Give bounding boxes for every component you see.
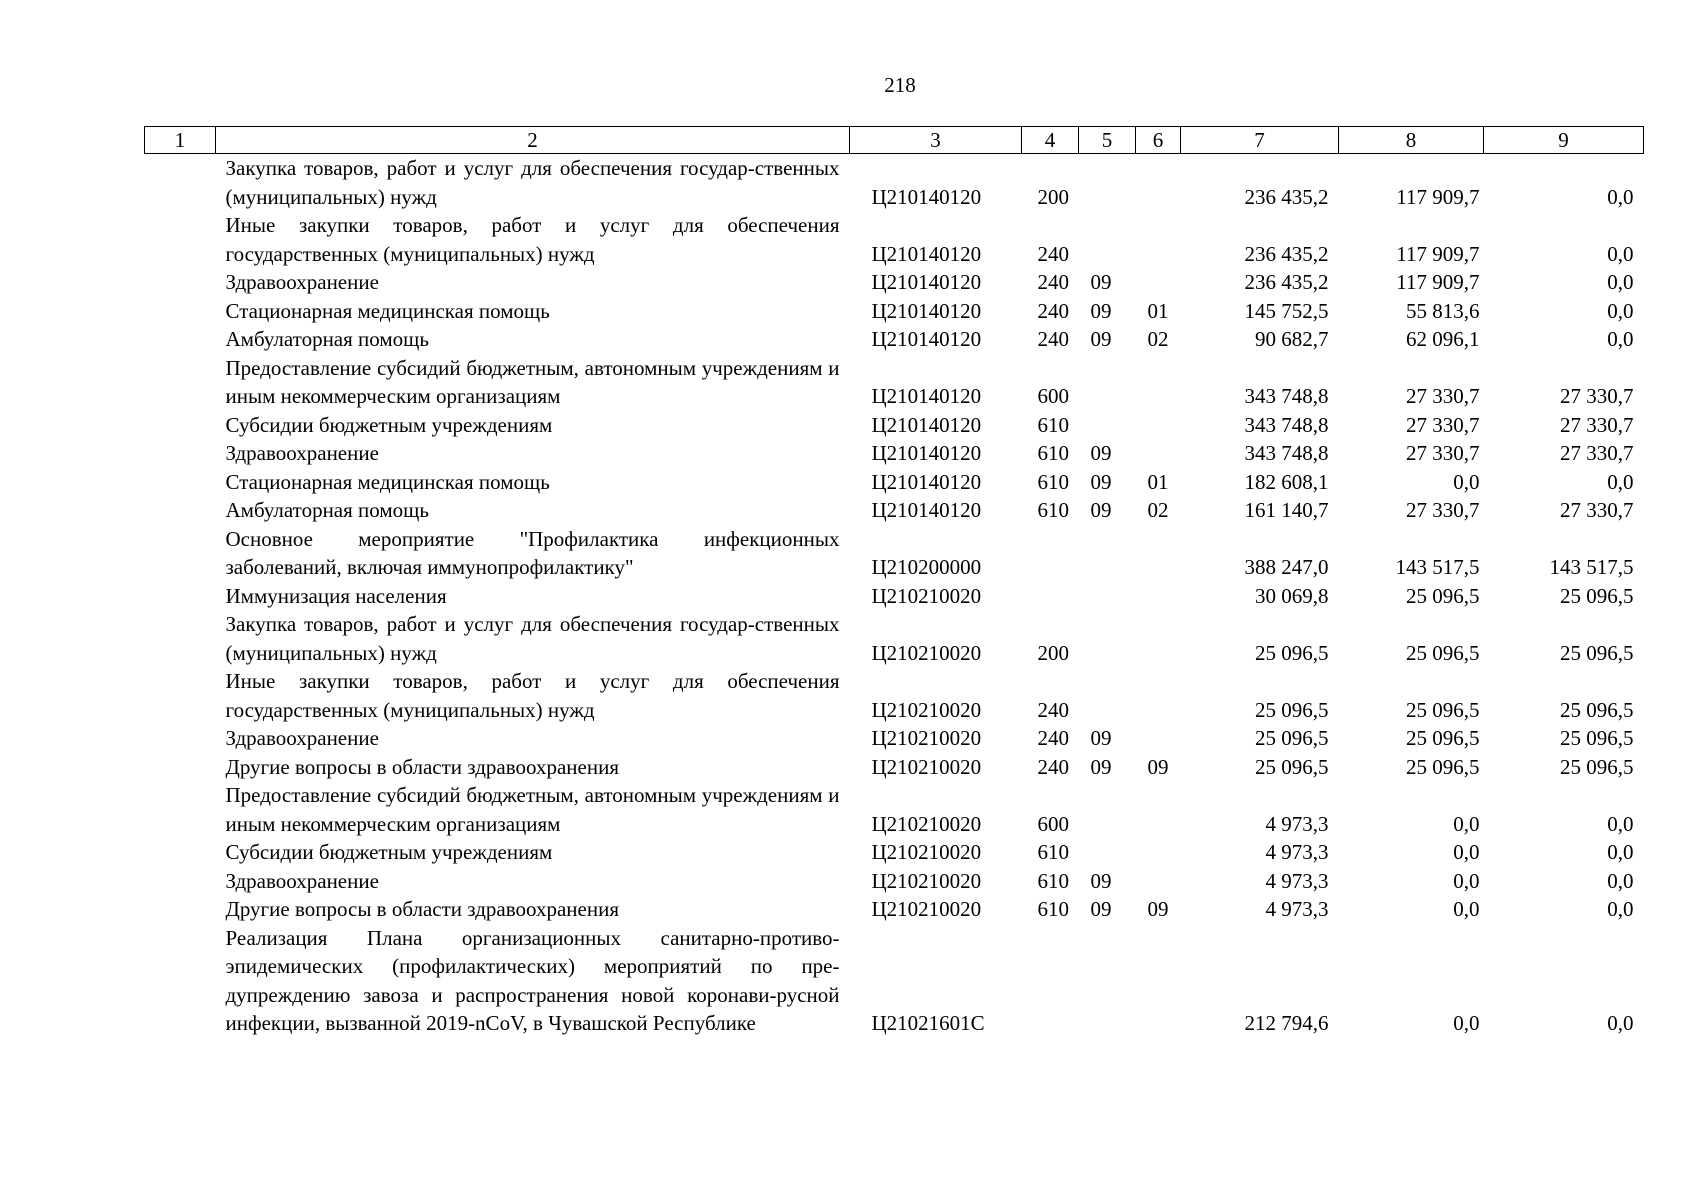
row-spacer: [145, 867, 216, 896]
row-value-9: 0,0: [1607, 298, 1634, 323]
row-value-9: 27 330,7: [1560, 441, 1634, 465]
row-value-8: 0,0: [1453, 868, 1480, 893]
row-value-9: 0,0: [1607, 868, 1634, 893]
row-spacer: [145, 268, 216, 297]
row-value-8: 0,0: [1453, 897, 1480, 921]
row-value-9: 25 096,5: [1560, 754, 1634, 779]
row-name: Предоставление субсидий бюджетным, автономным учреждениям и иным некоммерческим организациям: [225, 783, 840, 836]
row-section: 09: [1090, 868, 1112, 893]
row-value-8: 25 096,5: [1406, 754, 1480, 779]
row-section: [1079, 924, 1136, 1038]
row-spacer: [145, 924, 216, 1038]
row-name: Амбулаторная помощь: [225, 327, 429, 351]
table-row: [145, 468, 1644, 497]
row-subsection: 01: [1147, 298, 1169, 323]
row-name: Реализация Плана организационных санитарно-противо-эпидемических (профилактических) мероприятий по пре-дупреждению завоза и распространения новой коронави-русной инфекции, вызванной 2019-nCoV, в Чувашской Республике: [225, 925, 840, 1035]
row-code: Ц210210020: [871, 811, 982, 836]
row-section: [1079, 667, 1136, 724]
row-value-8: 117 909,7: [1396, 270, 1480, 294]
table-row: [145, 582, 1644, 611]
row-subsection: 02: [1147, 327, 1169, 351]
row-code: Ц210140120: [871, 270, 982, 294]
row-name: Амбулаторная помощь: [225, 498, 429, 522]
row-section: 09: [1090, 469, 1112, 494]
row-value-7: 4 973,3: [1265, 840, 1329, 864]
row-section: [1079, 838, 1136, 867]
row-code: Ц210210020: [871, 868, 982, 893]
table-row: [145, 667, 1644, 724]
row-value-9: 0,0: [1607, 811, 1634, 836]
table-row: [145, 439, 1644, 468]
table-row: [145, 781, 1644, 838]
row-value-8: 25 096,5: [1406, 640, 1480, 665]
row-subsection: [1136, 667, 1181, 724]
row-section: 09: [1090, 726, 1112, 750]
row-expense-type: 200: [1037, 184, 1069, 209]
row-value-8: 0,0: [1453, 1011, 1480, 1035]
row-code: Ц210140120: [871, 498, 982, 522]
row-section: [1079, 154, 1136, 212]
row-value-7: 90 682,7: [1255, 327, 1329, 351]
row-subsection: [1136, 211, 1181, 268]
row-code: Ц21021601С: [871, 1011, 985, 1035]
row-value-8: 25 096,5: [1406, 726, 1480, 750]
row-value-8: 0,0: [1453, 469, 1480, 494]
column-header-6: 6: [1136, 127, 1181, 154]
row-expense-type: 240: [1037, 697, 1069, 722]
row-spacer: [145, 325, 216, 354]
row-name: Субсидии бюджетным учреждениям: [225, 412, 553, 437]
row-value-8: 27 330,7: [1406, 412, 1480, 437]
row-value-8: 0,0: [1453, 840, 1480, 864]
row-spacer: [145, 468, 216, 497]
row-value-9: 143 517,5: [1549, 555, 1634, 579]
row-name: Здравоохранение: [225, 270, 379, 294]
column-header-1: 1: [145, 127, 216, 154]
row-value-8: 25 096,5: [1406, 583, 1480, 608]
row-name: Субсидии бюджетным учреждениям: [225, 840, 553, 864]
row-section: 09: [1090, 754, 1112, 779]
row-name: Предоставление субсидий бюджетным, автономным учреждениям и иным некоммерческим организациям: [225, 355, 840, 408]
column-header-7: 7: [1181, 127, 1339, 154]
row-subsection: [1136, 867, 1181, 896]
table-row: [145, 411, 1644, 440]
row-spacer: [145, 354, 216, 411]
row-section: [1079, 582, 1136, 611]
row-section: [1079, 211, 1136, 268]
row-section: [1079, 610, 1136, 667]
row-subsection: [1136, 838, 1181, 867]
row-code: Ц210210020: [871, 840, 982, 864]
row-value-7: 343 748,8: [1244, 412, 1329, 437]
row-expense-type: 600: [1037, 384, 1069, 408]
table-row: [145, 724, 1644, 753]
column-header-5: 5: [1079, 127, 1136, 154]
row-value-7: 25 096,5: [1255, 697, 1329, 722]
row-name: Иные закупки товаров, работ и услуг для обеспечения государственных (муниципальных) нужд: [225, 669, 840, 722]
row-spacer: [145, 297, 216, 326]
header-row: [145, 127, 1644, 154]
row-name: Стационарная медицинская помощь: [225, 298, 550, 323]
row-name: Другие вопросы в области здравоохранения: [225, 897, 619, 921]
row-name: Другие вопросы в области здравоохранения: [225, 754, 619, 779]
row-code: Ц210140120: [871, 441, 982, 465]
row-spacer: [145, 610, 216, 667]
row-value-7: 25 096,5: [1255, 754, 1329, 779]
row-section: 09: [1090, 441, 1112, 465]
row-value-8: 143 517,5: [1395, 555, 1480, 579]
row-code: Ц210140120: [871, 412, 982, 437]
row-expense-type: 240: [1037, 726, 1069, 750]
row-spacer: [145, 154, 216, 212]
row-subsection: [1136, 268, 1181, 297]
row-spacer: [145, 781, 216, 838]
table-body: [145, 154, 1644, 1038]
row-value-7: 30 069,8: [1255, 583, 1329, 608]
row-expense-type: [1022, 582, 1079, 611]
row-spacer: [145, 411, 216, 440]
row-spacer: [145, 582, 216, 611]
row-value-8: 27 330,7: [1406, 498, 1480, 522]
row-expense-type: 200: [1037, 640, 1069, 665]
row-expense-type: 610: [1037, 441, 1069, 465]
table-row: [145, 867, 1644, 896]
row-expense-type: 610: [1037, 897, 1069, 921]
row-value-8: 62 096,1: [1406, 327, 1480, 351]
row-value-7: 236 435,2: [1244, 270, 1329, 294]
row-value-9: 0,0: [1607, 241, 1634, 266]
table-row: [145, 268, 1644, 297]
row-expense-type: 240: [1037, 754, 1069, 779]
table-row: [145, 297, 1644, 326]
row-value-7: 343 748,8: [1244, 441, 1329, 465]
row-value-7: 4 973,3: [1265, 811, 1329, 836]
table-row: [145, 610, 1644, 667]
column-header-4: 4: [1022, 127, 1079, 154]
table-row: [145, 838, 1644, 867]
row-subsection: [1136, 781, 1181, 838]
row-value-7: 388 247,0: [1244, 555, 1329, 579]
row-value-8: 117 909,7: [1396, 184, 1480, 209]
row-section: 09: [1090, 897, 1112, 921]
row-value-9: 0,0: [1607, 1011, 1634, 1035]
row-value-7: 236 435,2: [1244, 184, 1329, 209]
row-value-8: 27 330,7: [1406, 441, 1480, 465]
row-section: 09: [1090, 327, 1112, 351]
row-section: 09: [1090, 270, 1112, 294]
row-code: Ц210210020: [871, 754, 982, 779]
row-expense-type: 240: [1037, 270, 1069, 294]
row-name: Здравоохранение: [225, 441, 379, 465]
row-value-7: 4 973,3: [1265, 897, 1329, 921]
row-code: Ц210140120: [871, 184, 982, 209]
row-expense-type: 610: [1037, 498, 1069, 522]
row-expense-type: 610: [1037, 412, 1069, 437]
row-code: Ц210210020: [871, 583, 982, 608]
row-spacer: [145, 838, 216, 867]
row-value-7: 145 752,5: [1244, 298, 1329, 323]
row-value-9: 0,0: [1607, 327, 1634, 351]
column-header-9: 9: [1484, 127, 1644, 154]
row-name: Иммунизация населения: [225, 583, 447, 608]
row-value-9: 25 096,5: [1560, 726, 1634, 750]
row-spacer: [145, 667, 216, 724]
row-subsection: [1136, 439, 1181, 468]
row-expense-type: 610: [1037, 469, 1069, 494]
row-value-9: 27 330,7: [1560, 412, 1634, 437]
row-expense-type: [1022, 525, 1079, 582]
row-name: Закупка товаров, работ и услуг для обеспечения государ-ственных (муниципальных) нужд: [225, 156, 840, 209]
row-subsection: [1136, 525, 1181, 582]
table-row: [145, 325, 1644, 354]
row-value-7: 161 140,7: [1244, 498, 1329, 522]
row-value-8: 117 909,7: [1396, 241, 1480, 266]
row-code: Ц210210020: [871, 726, 982, 750]
row-value-9: 0,0: [1607, 897, 1634, 921]
row-expense-type: 610: [1037, 840, 1069, 864]
row-value-9: 27 330,7: [1560, 498, 1634, 522]
row-code: Ц210140120: [871, 241, 982, 266]
table-header: [145, 127, 1644, 154]
row-code: Ц210210020: [871, 640, 982, 665]
row-expense-type: 240: [1037, 298, 1069, 323]
row-spacer: [145, 895, 216, 924]
row-code: Ц210210020: [871, 697, 982, 722]
row-value-8: 25 096,5: [1406, 697, 1480, 722]
row-section: [1079, 354, 1136, 411]
budget-table: [144, 126, 1644, 1038]
page-number: 218: [884, 73, 916, 97]
table-row: [145, 753, 1644, 782]
row-code: Ц210140120: [871, 469, 982, 494]
row-subsection: [1136, 411, 1181, 440]
column-header-8: 8: [1339, 127, 1484, 154]
row-subsection: [1136, 582, 1181, 611]
row-expense-type: 610: [1037, 868, 1069, 893]
row-spacer: [145, 439, 216, 468]
row-section: [1079, 781, 1136, 838]
column-header-2: 2: [216, 127, 850, 154]
row-spacer: [145, 525, 216, 582]
table-row: [145, 924, 1644, 1038]
table-row: [145, 496, 1644, 525]
row-value-9: 27 330,7: [1560, 384, 1634, 408]
row-subsection: 09: [1147, 897, 1169, 921]
row-subsection: [1136, 154, 1181, 212]
row-name: Стационарная медицинская помощь: [225, 469, 550, 494]
row-expense-type: 240: [1037, 327, 1069, 351]
row-value-9: 25 096,5: [1560, 697, 1634, 722]
row-subsection: [1136, 924, 1181, 1038]
row-section: [1079, 525, 1136, 582]
row-subsection: 09: [1147, 754, 1169, 779]
row-value-7: 4 973,3: [1265, 868, 1329, 893]
row-section: 09: [1090, 498, 1112, 522]
row-code: Ц210140120: [871, 327, 982, 351]
table-row: [145, 895, 1644, 924]
row-spacer: [145, 724, 216, 753]
row-value-7: 25 096,5: [1255, 726, 1329, 750]
row-code: Ц210210020: [871, 897, 982, 921]
row-spacer: [145, 211, 216, 268]
row-name: Закупка товаров, работ и услуг для обеспечения государ-ственных (муниципальных) нужд: [225, 612, 840, 665]
row-name: Здравоохранение: [225, 726, 379, 750]
table-row: [145, 354, 1644, 411]
row-spacer: [145, 496, 216, 525]
table-row: [145, 211, 1644, 268]
column-header-3: 3: [850, 127, 1022, 154]
row-subsection: 02: [1147, 498, 1169, 522]
row-spacer: [145, 753, 216, 782]
row-value-9: 25 096,5: [1560, 640, 1634, 665]
row-value-9: 0,0: [1607, 469, 1634, 494]
row-section: [1079, 411, 1136, 440]
row-code: Ц210140120: [871, 298, 982, 323]
row-subsection: [1136, 610, 1181, 667]
row-value-7: 25 096,5: [1255, 640, 1329, 665]
row-value-9: 0,0: [1607, 184, 1634, 209]
row-value-7: 212 794,6: [1244, 1011, 1329, 1035]
row-value-7: 182 608,1: [1244, 469, 1329, 494]
row-value-8: 0,0: [1453, 811, 1480, 836]
row-expense-type: 600: [1037, 811, 1069, 836]
row-expense-type: 240: [1037, 241, 1069, 266]
row-value-9: 0,0: [1607, 840, 1634, 864]
row-value-9: 25 096,5: [1560, 583, 1634, 608]
row-section: 09: [1090, 298, 1112, 323]
row-value-8: 27 330,7: [1406, 384, 1480, 408]
row-name: Иные закупки товаров, работ и услуг для обеспечения государственных (муниципальных) нужд: [225, 213, 840, 266]
row-value-8: 55 813,6: [1406, 298, 1480, 323]
table-row: [145, 154, 1644, 212]
row-value-7: 343 748,8: [1244, 384, 1329, 408]
row-subsection: [1136, 354, 1181, 411]
row-name: Основное мероприятие "Профилактика инфекционных заболеваний, включая иммунопрофилактику": [225, 526, 840, 579]
row-subsection: [1136, 724, 1181, 753]
row-code: Ц210200000: [871, 555, 982, 579]
row-name: Здравоохранение: [225, 868, 379, 893]
row-expense-type: [1022, 924, 1079, 1038]
row-code: Ц210140120: [871, 384, 982, 408]
row-value-9: 0,0: [1607, 270, 1634, 294]
table-row: [145, 525, 1644, 582]
row-subsection: 01: [1147, 469, 1169, 494]
row-value-7: 236 435,2: [1244, 241, 1329, 266]
